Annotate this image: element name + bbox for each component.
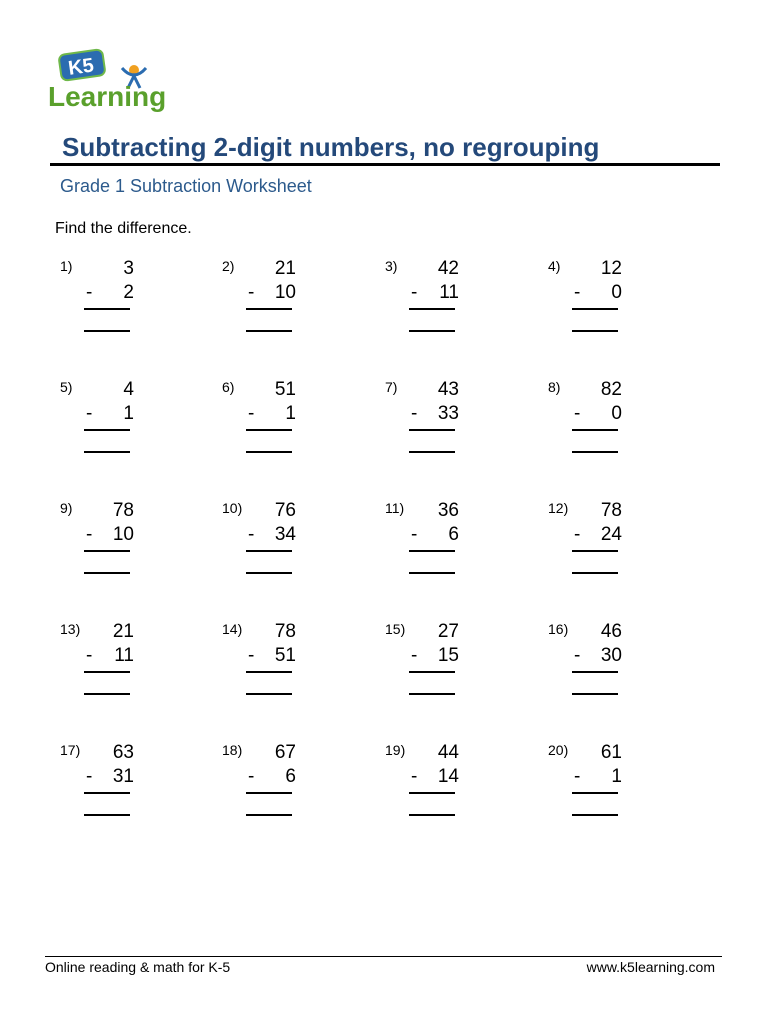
instruction-text: Find the difference. <box>55 220 192 237</box>
minus-sign: - <box>248 403 255 424</box>
minus-sign: - <box>574 524 581 545</box>
sum-line <box>246 550 292 552</box>
problem-number: 5) <box>60 379 73 395</box>
minus-sign: - <box>86 282 93 303</box>
sum-line <box>409 550 455 552</box>
minus-sign: - <box>574 282 581 303</box>
svg-text:Learning: Learning <box>48 81 167 112</box>
sum-line <box>84 550 130 552</box>
subtrahend: 14 <box>437 766 459 787</box>
minus-sign: - <box>411 766 418 787</box>
minuend: 3 <box>123 258 134 279</box>
answer-line <box>246 693 292 695</box>
subtrahend: 31 <box>112 766 134 787</box>
minus-sign: - <box>248 766 255 787</box>
sum-line <box>246 792 292 794</box>
problem-item <box>222 742 296 832</box>
minuend: 61 <box>600 742 622 763</box>
minuend: 44 <box>437 742 459 763</box>
answer-line <box>84 814 130 816</box>
sum-line <box>84 671 130 673</box>
problem-number: 16) <box>548 621 569 637</box>
minus-sign: - <box>411 403 418 424</box>
sum-line <box>84 792 130 794</box>
minuend: 76 <box>274 500 296 521</box>
minuend: 21 <box>112 621 134 642</box>
subtrahend: 0 <box>611 403 622 424</box>
sum-line <box>84 429 130 431</box>
minus-sign: - <box>248 524 255 545</box>
problem-item <box>385 621 459 711</box>
answer-line <box>409 572 455 574</box>
problem-item <box>385 742 459 832</box>
minus-sign: - <box>411 645 418 666</box>
answer-line <box>84 572 130 574</box>
sum-line <box>409 308 455 310</box>
answer-line <box>409 814 455 816</box>
answer-line <box>84 330 130 332</box>
sum-line <box>246 671 292 673</box>
problem-item <box>385 500 459 590</box>
subtrahend: 33 <box>437 403 459 424</box>
minuend: 82 <box>600 379 622 400</box>
minus-sign: - <box>86 403 93 424</box>
problem-number: 3) <box>385 258 398 274</box>
minuend: 46 <box>600 621 622 642</box>
sum-line <box>409 429 455 431</box>
problem-number: 14) <box>222 621 243 637</box>
minus-sign: - <box>86 766 93 787</box>
subtrahend: 1 <box>123 403 134 424</box>
minus-sign: - <box>411 282 418 303</box>
minuend: 42 <box>437 258 459 279</box>
answer-line <box>246 814 292 816</box>
problem-number: 12) <box>548 500 569 516</box>
problem-item <box>60 742 134 832</box>
minuend: 36 <box>437 500 459 521</box>
problem-item <box>60 500 134 590</box>
minuend: 27 <box>437 621 459 642</box>
problem-number: 19) <box>385 742 406 758</box>
minuend: 51 <box>274 379 296 400</box>
sum-line <box>572 308 618 310</box>
answer-line <box>84 451 130 453</box>
answer-line <box>84 693 130 695</box>
problem-number: 8) <box>548 379 561 395</box>
problem-item <box>548 379 622 469</box>
problem-number: 10) <box>222 500 243 516</box>
sum-line <box>572 671 618 673</box>
problem-number: 1) <box>60 258 73 274</box>
problem-number: 17) <box>60 742 81 758</box>
minus-sign: - <box>411 524 418 545</box>
minus-sign: - <box>574 645 581 666</box>
problem-number: 9) <box>60 500 73 516</box>
subtrahend: 15 <box>437 645 459 666</box>
minus-sign: - <box>574 766 581 787</box>
minuend: 4 <box>123 379 134 400</box>
minus-sign: - <box>248 282 255 303</box>
footer-tagline: Online reading & math for K-5 <box>45 959 231 975</box>
problem-item <box>385 258 459 348</box>
problem-number: 4) <box>548 258 561 274</box>
minuend: 21 <box>274 258 296 279</box>
problem-number: 7) <box>385 379 398 395</box>
subtrahend: 34 <box>274 524 296 545</box>
minus-sign: - <box>574 403 581 424</box>
answer-line <box>246 451 292 453</box>
answer-line <box>409 693 455 695</box>
minuend: 78 <box>274 621 296 642</box>
svg-text:K5: K5 <box>66 54 96 80</box>
problem-number: 2) <box>222 258 235 274</box>
answer-line <box>572 451 618 453</box>
minuend: 12 <box>600 258 622 279</box>
sum-line <box>572 429 618 431</box>
sum-line <box>572 792 618 794</box>
subtrahend: 30 <box>600 645 622 666</box>
problem-number: 6) <box>222 379 235 395</box>
answer-line <box>409 451 455 453</box>
subtrahend: 6 <box>448 524 459 545</box>
answer-line <box>409 330 455 332</box>
answer-line <box>572 693 618 695</box>
subtrahend: 6 <box>285 766 296 787</box>
subtrahend: 11 <box>114 645 134 666</box>
minus-sign: - <box>86 645 93 666</box>
subtrahend: 2 <box>123 282 134 303</box>
footer-divider <box>45 956 722 957</box>
minuend: 78 <box>600 500 622 521</box>
sum-line <box>409 792 455 794</box>
subtrahend: 10 <box>274 282 296 303</box>
answer-line <box>246 330 292 332</box>
problem-item <box>385 379 459 469</box>
subtrahend: 10 <box>112 524 134 545</box>
problem-item <box>222 258 296 348</box>
answer-line <box>246 572 292 574</box>
subtrahend: 1 <box>285 403 296 424</box>
problem-number: 20) <box>548 742 569 758</box>
problem-item <box>222 621 296 711</box>
page-title: Subtracting 2-digit numbers, no regrouping <box>62 132 600 162</box>
footer-website: www.k5learning.com <box>586 959 715 975</box>
problem-item <box>222 500 296 590</box>
problem-item <box>60 621 134 711</box>
problem-number: 13) <box>60 621 81 637</box>
problem-item <box>60 258 134 348</box>
sum-line <box>246 308 292 310</box>
minuend: 43 <box>437 379 459 400</box>
sum-line <box>409 671 455 673</box>
problem-item <box>60 379 134 469</box>
problem-number: 18) <box>222 742 243 758</box>
minuend: 78 <box>112 500 134 521</box>
answer-line <box>572 814 618 816</box>
problem-item <box>548 258 622 348</box>
problem-number: 11) <box>385 500 405 516</box>
sum-line <box>572 550 618 552</box>
worksheet-subtitle: Grade 1 Subtraction Worksheet <box>60 176 312 196</box>
subtrahend: 1 <box>611 766 622 787</box>
sum-line <box>84 308 130 310</box>
problem-item <box>548 500 622 590</box>
subtrahend: 24 <box>600 524 622 545</box>
problem-number: 15) <box>385 621 406 637</box>
answer-line <box>572 330 618 332</box>
problem-item <box>222 379 296 469</box>
subtrahend: 0 <box>611 282 622 303</box>
minuend: 67 <box>274 742 296 763</box>
minuend: 63 <box>112 742 134 763</box>
problem-item <box>548 621 622 711</box>
minus-sign: - <box>86 524 93 545</box>
subtrahend: 51 <box>274 645 296 666</box>
minus-sign: - <box>248 645 255 666</box>
subtrahend: 11 <box>439 282 459 303</box>
problem-item <box>548 742 622 832</box>
sum-line <box>246 429 292 431</box>
answer-line <box>572 572 618 574</box>
